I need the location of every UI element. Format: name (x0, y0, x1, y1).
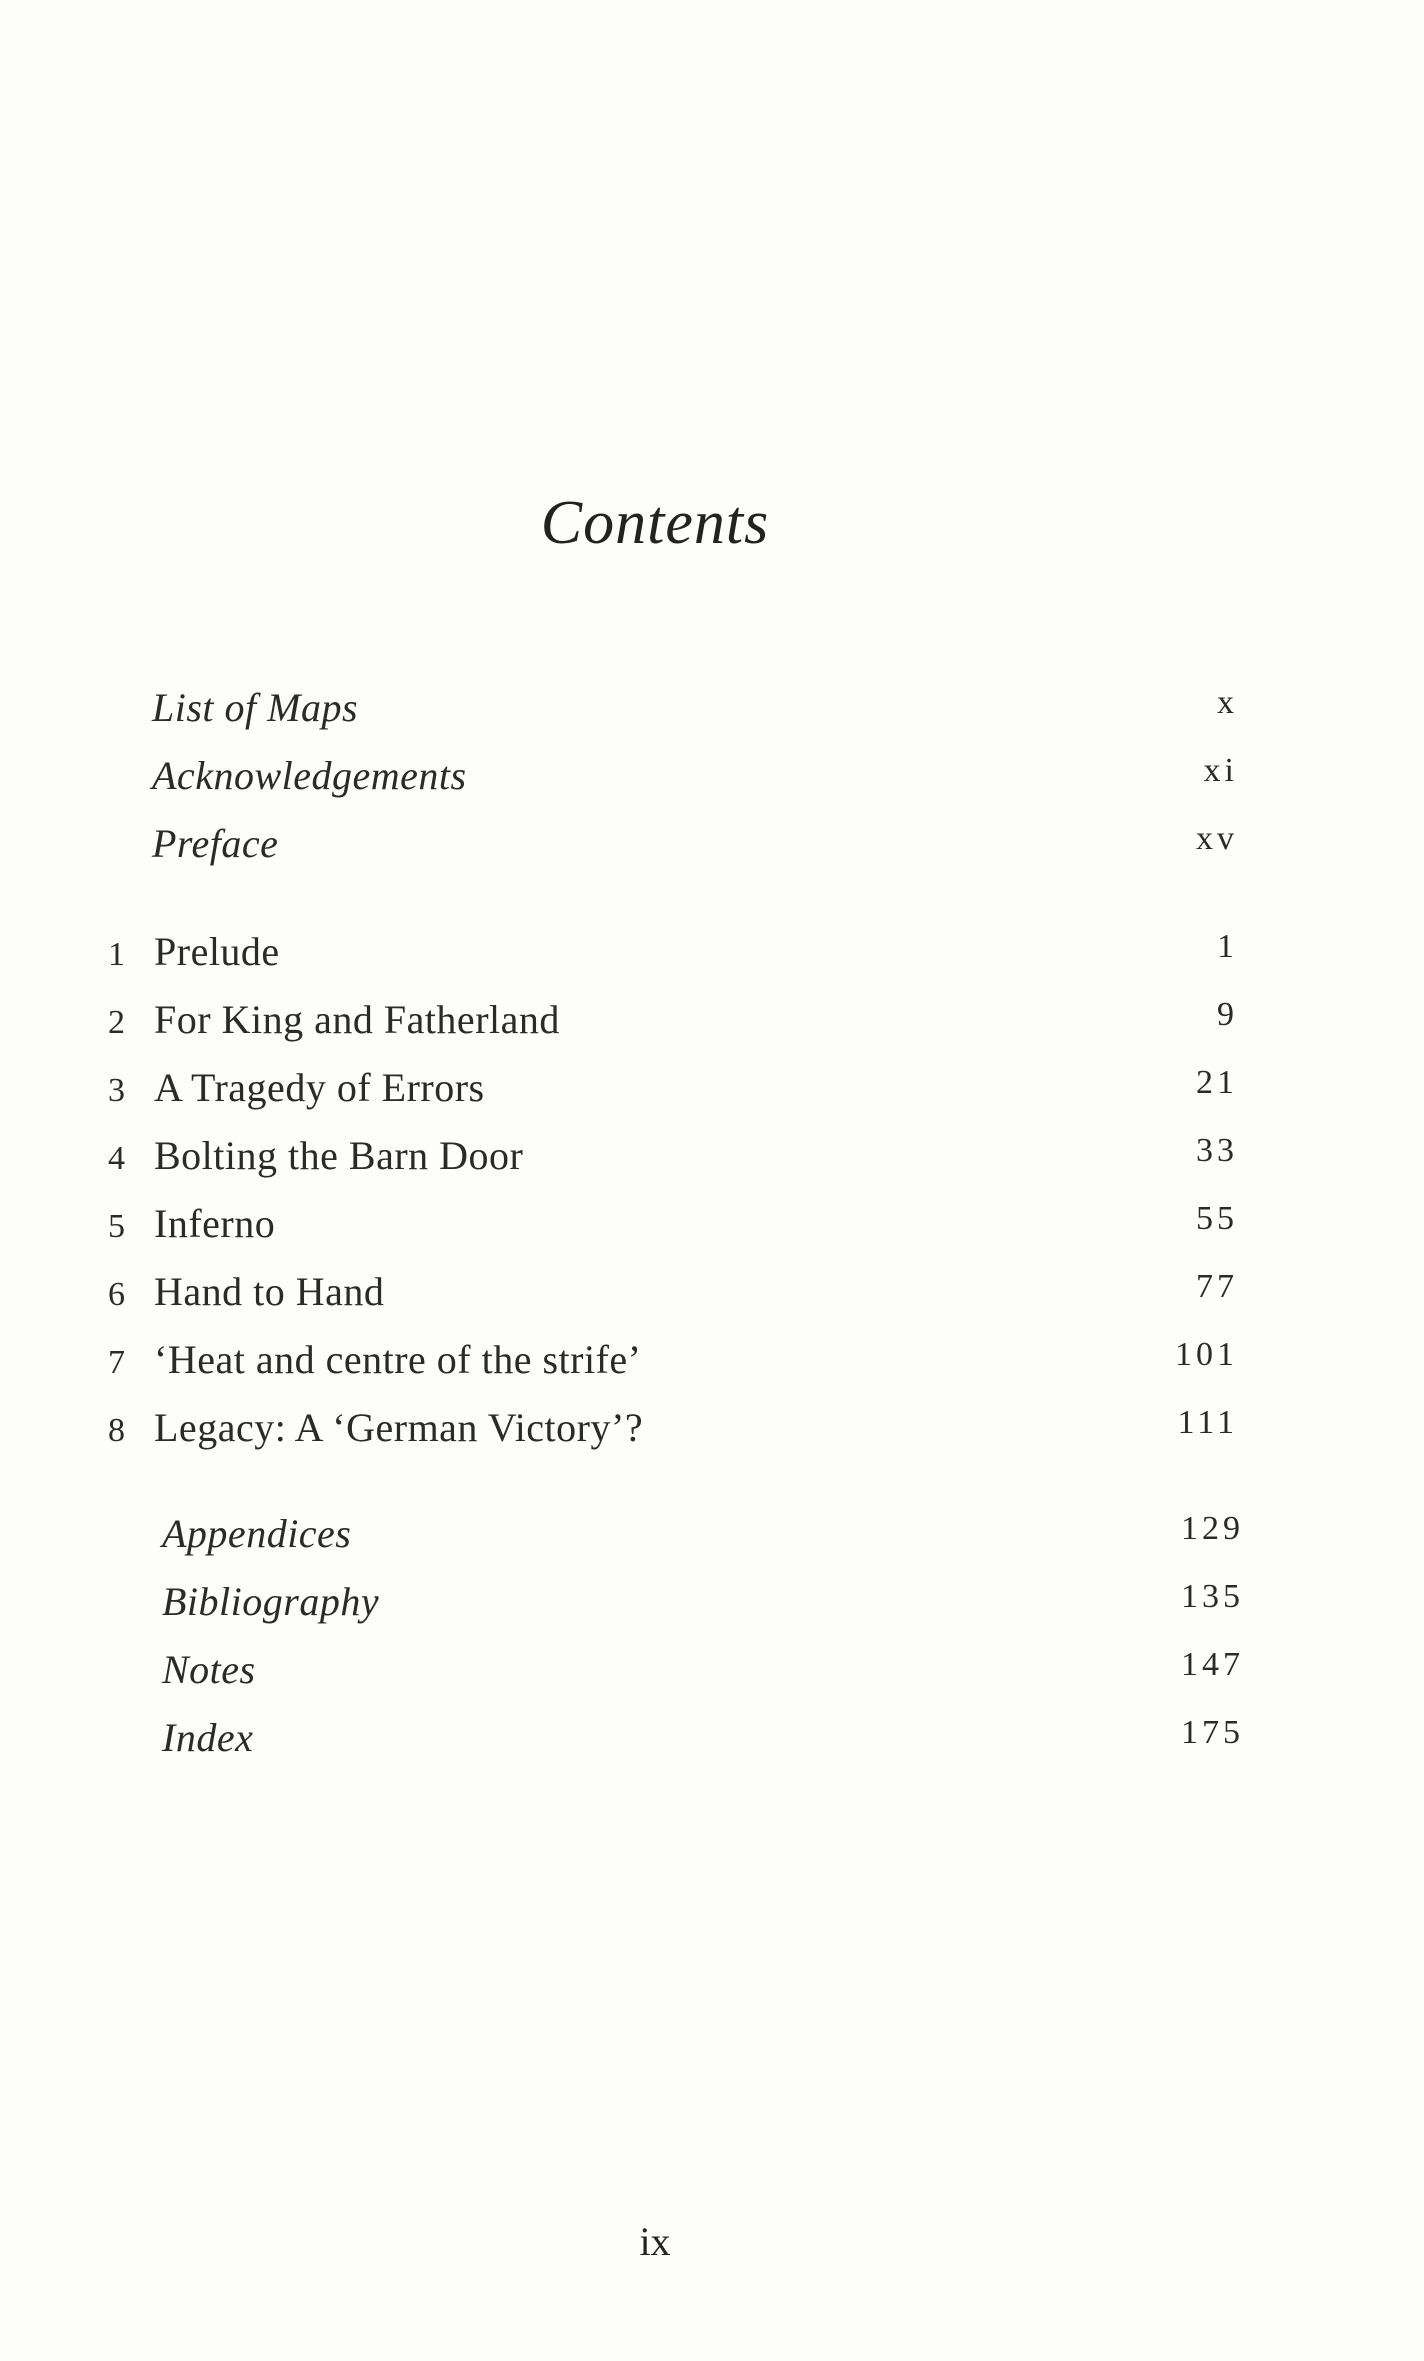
page-title: Contents (540, 489, 770, 557)
toc-entry-page: xv (1196, 820, 1238, 857)
toc-chapter-6 (0, 1264, 1424, 1332)
chapter-number: 8 (108, 1412, 125, 1449)
chapter-page: 101 (1175, 1336, 1238, 1373)
chapter-number: 2 (108, 1004, 125, 1041)
chapter-number: 7 (108, 1344, 125, 1381)
front-matter-list (0, 680, 1424, 884)
chapter-page: 33 (1196, 1132, 1238, 1169)
toc-entry-index (0, 1710, 1424, 1778)
chapter-list (0, 924, 1424, 1468)
toc-entry-title: Notes (162, 1647, 256, 1692)
chapter-page: 55 (1196, 1200, 1238, 1237)
chapter-title: Legacy: A ‘German Victory’? (154, 1405, 644, 1450)
toc-entry-title: Index (162, 1715, 254, 1760)
chapter-page: 111 (1177, 1404, 1238, 1441)
toc-entry-title: Preface (152, 821, 279, 866)
chapter-page: 9 (1217, 996, 1238, 1033)
toc-chapter-5 (0, 1196, 1424, 1264)
toc-entry-title: Bibliography (162, 1579, 380, 1624)
toc-entry-notes (0, 1642, 1424, 1710)
chapter-title: Prelude (154, 929, 280, 974)
chapter-title: Hand to Hand (154, 1269, 385, 1314)
toc-chapter-1 (0, 924, 1424, 992)
chapter-number: 1 (108, 936, 125, 973)
chapter-title: ‘Heat and centre of the strife’ (154, 1337, 642, 1382)
chapter-page: 77 (1196, 1268, 1238, 1305)
chapter-page: 21 (1196, 1064, 1238, 1101)
back-matter-list (0, 1506, 1424, 1778)
toc-entry-appendices (0, 1506, 1424, 1574)
toc-entry-bibliography (0, 1574, 1424, 1642)
toc-chapter-2 (0, 992, 1424, 1060)
toc-chapter-7 (0, 1332, 1424, 1400)
chapter-page: 1 (1217, 928, 1238, 965)
toc-entry-title: Appendices (162, 1511, 352, 1556)
toc-entry-preface (0, 816, 1424, 884)
chapter-number: 6 (108, 1276, 125, 1313)
page-number: ix (639, 2219, 671, 2264)
chapter-title: For King and Fatherland (154, 997, 560, 1042)
toc-entry-page: 135 (1181, 1578, 1244, 1615)
toc-entry-page: 129 (1181, 1510, 1244, 1547)
toc-entry-page: xi (1203, 752, 1238, 789)
toc-entry-page: x (1217, 684, 1238, 721)
chapter-number: 5 (108, 1208, 125, 1245)
toc-chapter-4 (0, 1128, 1424, 1196)
chapter-number: 3 (108, 1072, 125, 1109)
toc-chapter-3 (0, 1060, 1424, 1128)
toc-entry-list-of-maps (0, 680, 1424, 748)
toc-entry-page: 175 (1181, 1714, 1244, 1751)
chapter-title: Bolting the Barn Door (154, 1133, 524, 1178)
toc-entry-acknowledgements (0, 748, 1424, 816)
toc-entry-title: List of Maps (152, 685, 359, 730)
chapter-title: Inferno (154, 1201, 276, 1246)
toc-chapter-8 (0, 1400, 1424, 1468)
chapter-number: 4 (108, 1140, 125, 1177)
chapter-title: A Tragedy of Errors (154, 1065, 485, 1110)
toc-entry-title: Acknowledgements (152, 753, 467, 798)
toc-entry-page: 147 (1181, 1646, 1244, 1683)
